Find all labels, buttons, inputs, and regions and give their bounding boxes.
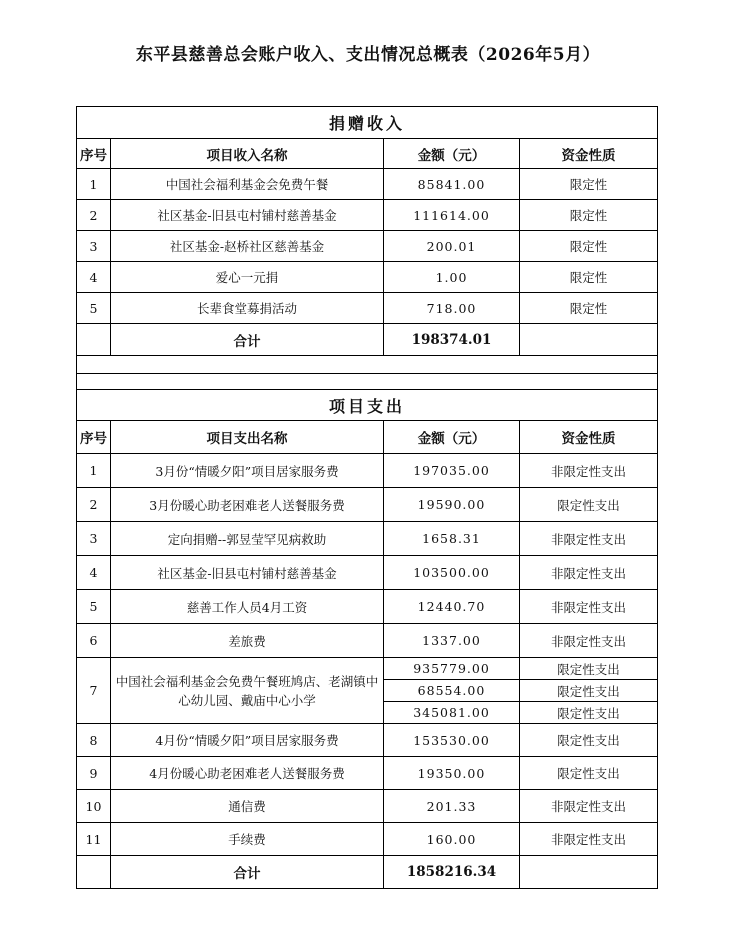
row-amount: 1337.00: [384, 624, 520, 658]
row-type: 限定性支出: [520, 757, 658, 790]
table-row: [77, 658, 658, 680]
row-name: 3月份暖心助老困难老人送餐服务费: [111, 488, 384, 522]
row-no: 1: [77, 169, 111, 200]
row-no: 3: [77, 522, 111, 556]
row-type: 限定性: [520, 169, 658, 200]
row-no: 5: [77, 293, 111, 324]
header-type: 资金性质: [520, 421, 658, 454]
header-name: 项目支出名称: [111, 421, 384, 454]
table-row: [77, 823, 658, 856]
row-name: 4月份暖心助老困难老人送餐服务费: [111, 757, 384, 790]
expense-total-row: [77, 856, 658, 889]
row-name: 定向捐赠--郭昱莹罕见病救助: [111, 522, 384, 556]
row-name: 4月份“情暖夕阳”项目居家服务费: [111, 724, 384, 757]
table-row: [77, 556, 658, 590]
row-amount: 1658.31: [384, 522, 520, 556]
row-no: 7: [77, 658, 111, 724]
income-section-header: [77, 107, 658, 139]
row-amount: 19350.00: [384, 757, 520, 790]
row-no: 9: [77, 757, 111, 790]
row-no: 8: [77, 724, 111, 757]
row-amount: 103500.00: [384, 556, 520, 590]
row-type: 非限定性支出: [520, 624, 658, 658]
row-type: [520, 324, 658, 356]
row-no: [77, 856, 111, 889]
header-name: 项目收入名称: [111, 139, 384, 169]
row-amount: 19590.00: [384, 488, 520, 522]
table-row: [77, 522, 658, 556]
table-row: [77, 488, 658, 522]
row-name: 社区基金-旧县屯村铺村慈善基金: [111, 200, 384, 231]
row-amount: 345081.00: [384, 702, 520, 724]
table-row: [77, 293, 658, 324]
header-amount: 金额（元）: [384, 139, 520, 169]
row-amount: 200.01: [384, 231, 520, 262]
row-name: 通信费: [111, 790, 384, 823]
table-row: [77, 231, 658, 262]
row-no: 10: [77, 790, 111, 823]
row-amount: 160.00: [384, 823, 520, 856]
total-label: 合计: [111, 324, 384, 356]
row-no: 6: [77, 624, 111, 658]
row-type: 限定性支出: [520, 680, 658, 702]
total-amount: 198374.01: [384, 324, 520, 356]
row-no: 5: [77, 590, 111, 624]
row-type: 非限定性支出: [520, 823, 658, 856]
row-no: 2: [77, 488, 111, 522]
row-type: [520, 856, 658, 889]
row-amount: 68554.00: [384, 680, 520, 702]
row-name: 长辈食堂募捐活动: [111, 293, 384, 324]
table-row: [77, 262, 658, 293]
row-no: 11: [77, 823, 111, 856]
row-amount: 197035.00: [384, 454, 520, 488]
income-total-row: [77, 324, 658, 356]
row-type: 非限定性支出: [520, 790, 658, 823]
table-row: [77, 757, 658, 790]
table-row: [77, 724, 658, 757]
row-amount: 85841.00: [384, 169, 520, 200]
row-name: 中国社会福利基金会免费午餐班鸠店、老湖镇中心幼儿园、戴庙中心小学: [111, 658, 384, 724]
row-type: 非限定性支出: [520, 590, 658, 624]
row-amount: 201.33: [384, 790, 520, 823]
header-no: 序号: [77, 421, 111, 454]
table-row: [77, 590, 658, 624]
page-title: 东平县慈善总会账户收入、支出情况总概表（2026年5月）: [135, 45, 601, 65]
row-type: 限定性: [520, 231, 658, 262]
spacer-cell: [77, 356, 658, 374]
row-type: 限定性: [520, 262, 658, 293]
row-amount: 111614.00: [384, 200, 520, 231]
row-no: 4: [77, 262, 111, 293]
row-type: 限定性: [520, 200, 658, 231]
table-row: [77, 454, 658, 488]
table-row: [77, 624, 658, 658]
row-amount: 12440.70: [384, 590, 520, 624]
header-type: 资金性质: [520, 139, 658, 169]
row-amount: 935779.00: [384, 658, 520, 680]
row-type: 限定性: [520, 293, 658, 324]
row-amount: 1.00: [384, 262, 520, 293]
row-type: 非限定性支出: [520, 556, 658, 590]
row-no: 1: [77, 454, 111, 488]
income-section-title: 捐赠收入: [77, 107, 658, 139]
table-row: [77, 200, 658, 231]
table-row: [77, 790, 658, 823]
summary-table: [76, 106, 658, 889]
header-no: 序号: [77, 139, 111, 169]
row-amount: 718.00: [384, 293, 520, 324]
row-type: 限定性支出: [520, 724, 658, 757]
expense-section-title: 项目支出: [77, 390, 658, 421]
spacer-row: [77, 356, 658, 374]
total-amount: 1858216.34: [384, 856, 520, 889]
row-name: 手续费: [111, 823, 384, 856]
expense-section-header: [77, 390, 658, 421]
row-type: 限定性支出: [520, 658, 658, 680]
row-type: 限定性支出: [520, 488, 658, 522]
header-amount: 金额（元）: [384, 421, 520, 454]
row-amount: 153530.00: [384, 724, 520, 757]
row-no: 3: [77, 231, 111, 262]
row-type: 限定性支出: [520, 702, 658, 724]
row-name: 社区基金-赵桥社区慈善基金: [111, 231, 384, 262]
row-name: 爱心一元捐: [111, 262, 384, 293]
row-name: 慈善工作人员4月工资: [111, 590, 384, 624]
table-row: [77, 169, 658, 200]
income-column-headers: [77, 139, 658, 169]
total-label: 合计: [111, 856, 384, 889]
row-type: 非限定性支出: [520, 454, 658, 488]
row-name: 中国社会福利基金会免费午餐: [111, 169, 384, 200]
row-name: 3月份“情暖夕阳”项目居家服务费: [111, 454, 384, 488]
row-name: 差旅费: [111, 624, 384, 658]
row-no: [77, 324, 111, 356]
row-no: 2: [77, 200, 111, 231]
row-type: 非限定性支出: [520, 522, 658, 556]
spacer-row: [77, 374, 658, 390]
expense-column-headers: [77, 421, 658, 454]
row-no: 4: [77, 556, 111, 590]
spacer-cell: [77, 374, 658, 390]
row-name: 社区基金-旧县屯村铺村慈善基金: [111, 556, 384, 590]
